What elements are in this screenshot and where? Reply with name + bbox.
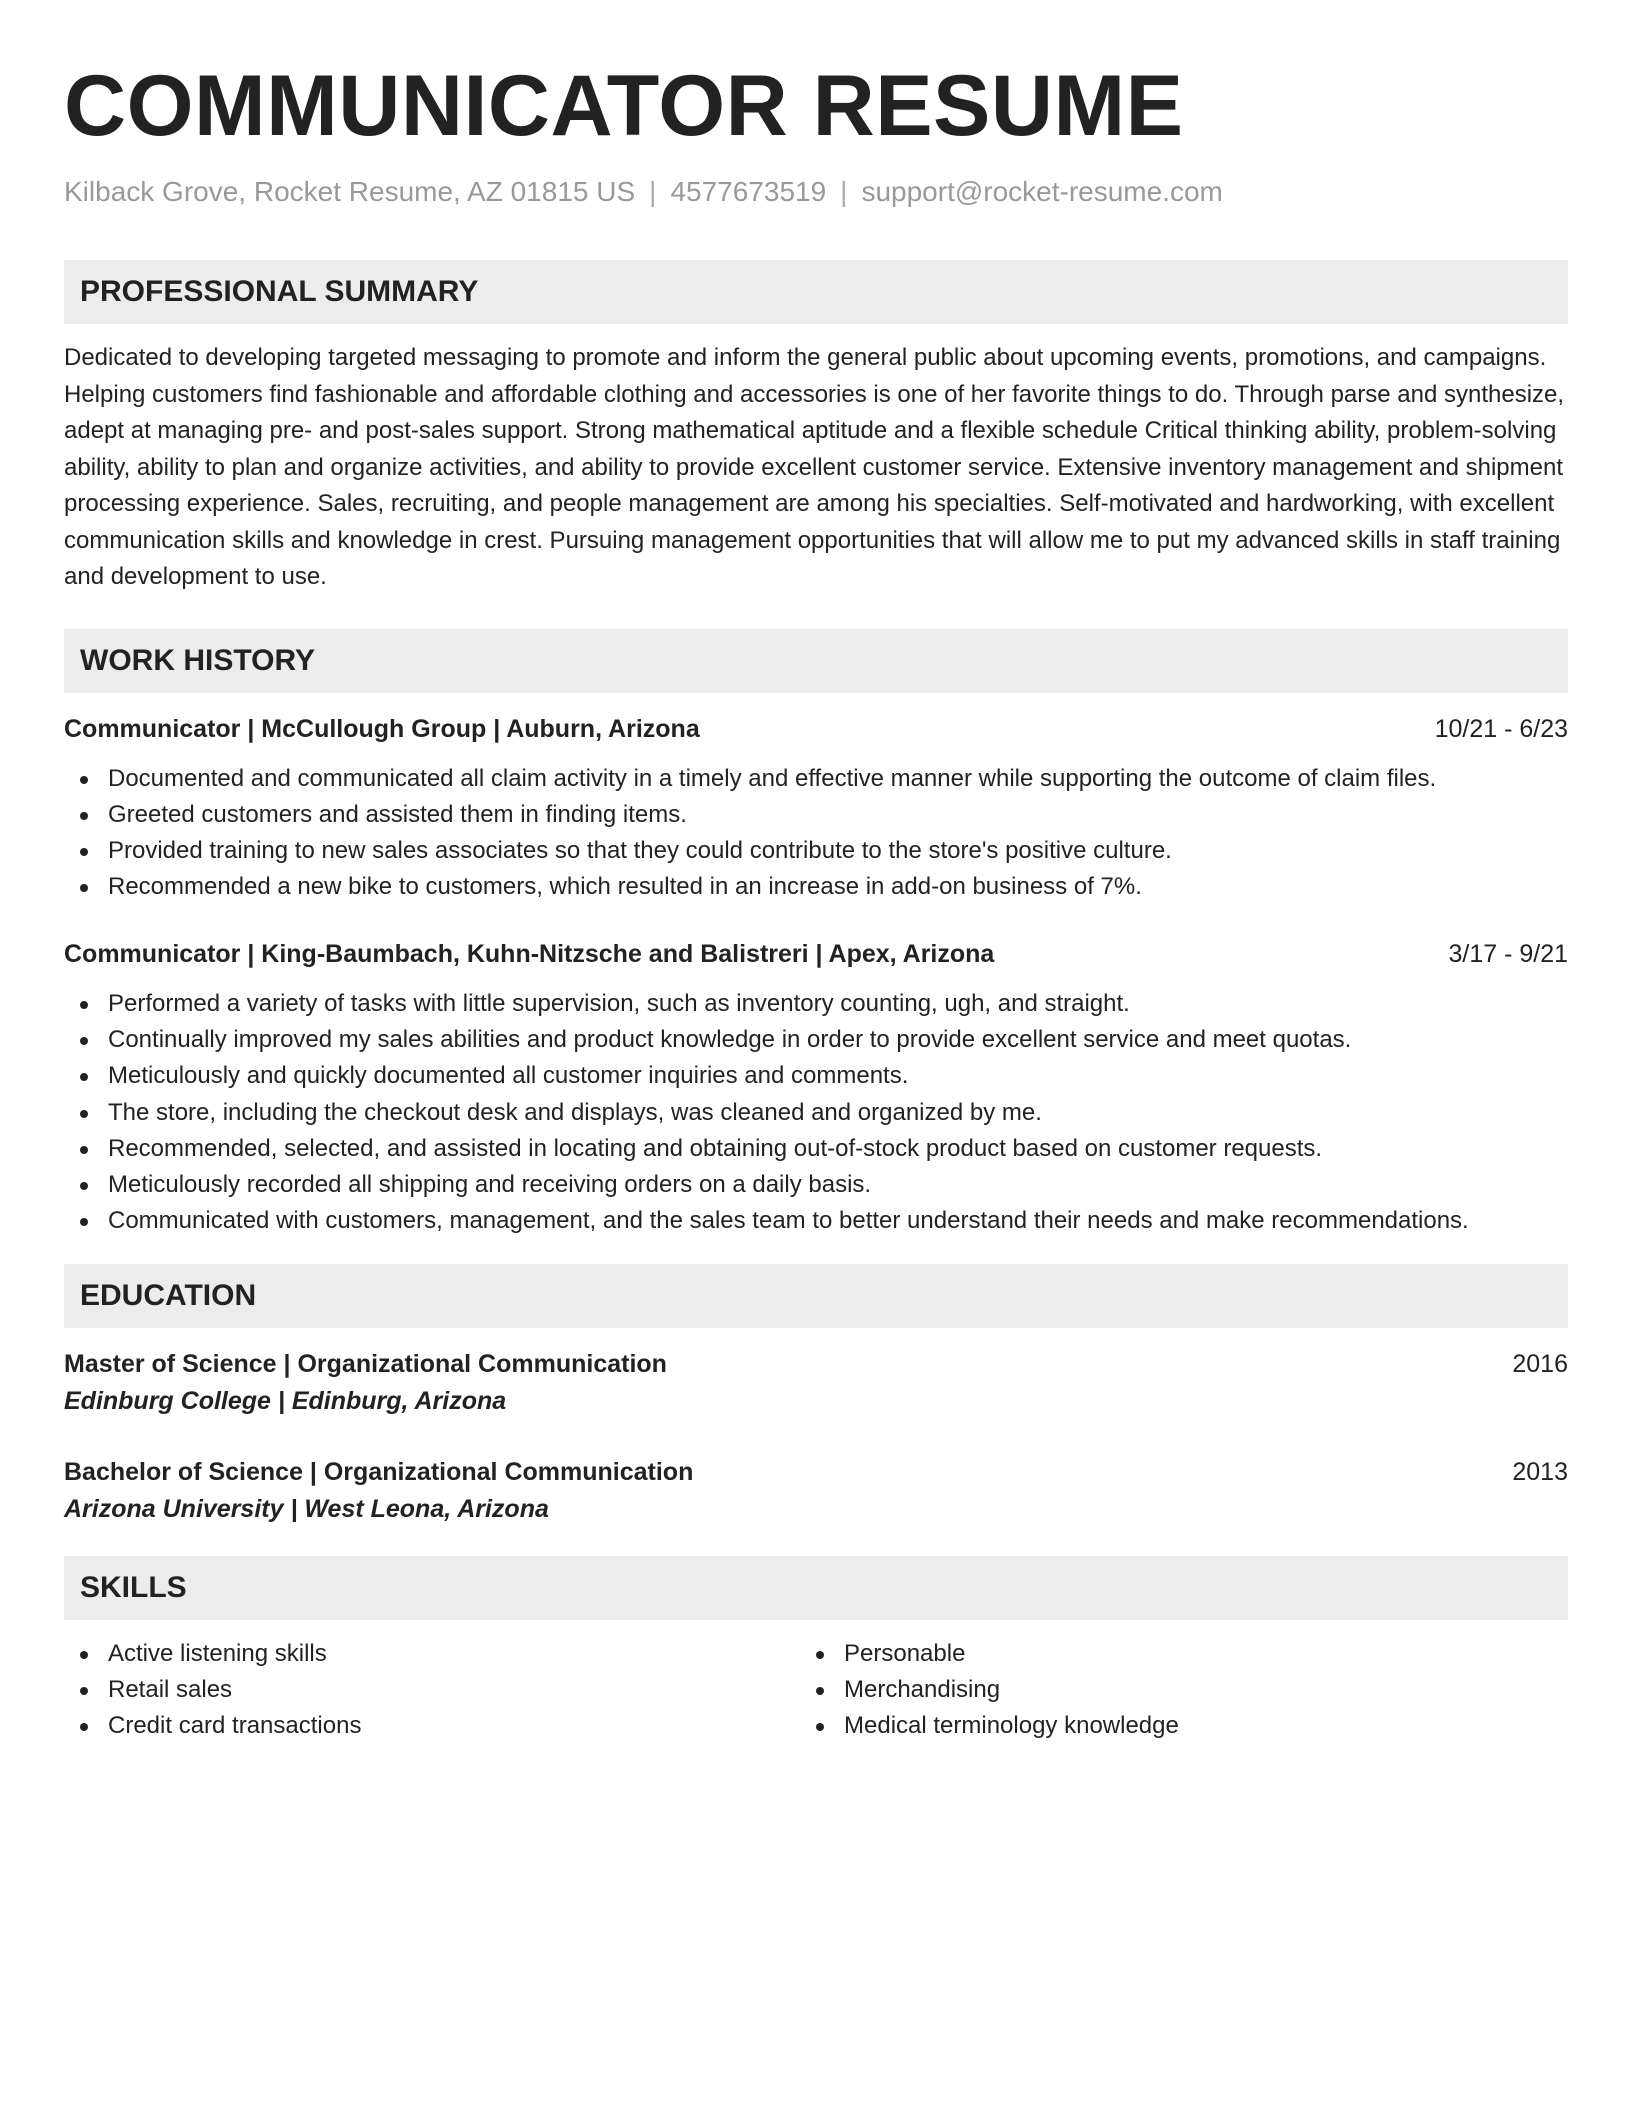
contact-address: Kilback Grove, Rocket Resume, AZ 01815 US <box>64 176 636 207</box>
skills-column-left <box>64 1636 800 1744</box>
education-entry <box>64 1346 1568 1420</box>
job-bullets <box>64 761 1568 906</box>
list-item: The store, including the checkout desk and displays, was cleaned and organized by me. <box>64 1095 1568 1131</box>
skill-item: Personable <box>800 1636 1536 1672</box>
section-heading-education: EDUCATION <box>64 1264 1568 1328</box>
graduation-year: 2013 <box>1512 1457 1568 1486</box>
skill-item: Medical terminology knowledge <box>800 1708 1536 1744</box>
list-item: Continually improved my sales abilities and product knowledge in order to provide excellent service and meet quotas. <box>64 1022 1568 1058</box>
school: Arizona University | West Leona, Arizona <box>64 1494 549 1523</box>
list-item: Recommended, selected, and assisted in locating and obtaining out-of-stock product based on customer requests. <box>64 1131 1568 1167</box>
contact-line <box>64 174 1568 210</box>
list-item: Documented and communicated all claim activity in a timely and effective manner while supporting the outcome of claim files. <box>64 761 1568 797</box>
list-item: Communicated with customers, management, and the sales team to better understand their needs and make recommendations. <box>64 1203 1568 1239</box>
resume-title: COMMUNICATOR RESUME <box>64 58 1184 154</box>
job-entry <box>64 711 1568 906</box>
skill-item: Retail sales <box>64 1672 800 1708</box>
skills-column-right <box>800 1636 1536 1744</box>
section-heading-work: WORK HISTORY <box>64 629 1568 693</box>
contact-separator: | <box>649 176 657 207</box>
job-title: Communicator | King-Baumbach, Kuhn-Nitzsche and Balistreri | Apex, Arizona <box>64 939 995 968</box>
job-dates: 3/17 - 9/21 <box>1448 939 1568 968</box>
section-heading-summary: PROFESSIONAL SUMMARY <box>64 260 1568 324</box>
graduation-year: 2016 <box>1512 1349 1568 1378</box>
skills-list <box>64 1636 1568 1744</box>
list-item: Recommended a new bike to customers, which resulted in an increase in add-on business of 7%. <box>64 869 1568 905</box>
summary-text: Dedicated to developing targeted messaging to promote and inform the general public about upcoming events, promotions, and campaigns. Helping customers find fashionable and affordable clothing and accessories is one of her favorite things to do. Through parse and synthesize, adept at managing pre- and post-sales support. Strong mathematical aptitude and a flexible schedule Critical thinking ability, problem-solving ability, ability to plan and organize activities, and ability to provide excellent customer service. Extensive inventory management and shipment processing experience. Sales, recruiting, and people management are among his specialties. Self-motivated and hardworking, with excellent communication skills and knowledge in crest. Pursuing management opportunities that will allow me to put my advanced skills in staff training and development to use. <box>64 344 1565 590</box>
education-entry <box>64 1454 1568 1528</box>
list-item: Greeted customers and assisted them in finding items. <box>64 797 1568 833</box>
contact-phone: 4577673519 <box>670 176 827 207</box>
contact-email: support@rocket-resume.com <box>861 176 1223 207</box>
skill-item: Merchandising <box>800 1672 1536 1708</box>
school: Edinburg College | Edinburg, Arizona <box>64 1386 507 1415</box>
job-dates: 10/21 - 6/23 <box>1434 714 1568 743</box>
list-item: Performed a variety of tasks with little supervision, such as inventory counting, ugh, and straight. <box>64 986 1568 1022</box>
contact-separator: | <box>840 176 848 207</box>
skill-item: Credit card transactions <box>64 1708 800 1744</box>
section-heading-skills: SKILLS <box>64 1556 1568 1620</box>
job-entry <box>64 936 1568 1240</box>
list-item: Meticulously recorded all shipping and receiving orders on a daily basis. <box>64 1167 1568 1203</box>
job-title: Communicator | McCullough Group | Auburn, Arizona <box>64 714 700 743</box>
degree: Master of Science | Organizational Communication <box>64 1349 667 1378</box>
list-item: Meticulously and quickly documented all customer inquiries and comments. <box>64 1058 1568 1094</box>
job-bullets <box>64 986 1568 1240</box>
skill-item: Active listening skills <box>64 1636 800 1672</box>
list-item: Provided training to new sales associates so that they could contribute to the store's positive culture. <box>64 833 1568 869</box>
degree: Bachelor of Science | Organizational Communication <box>64 1457 694 1486</box>
